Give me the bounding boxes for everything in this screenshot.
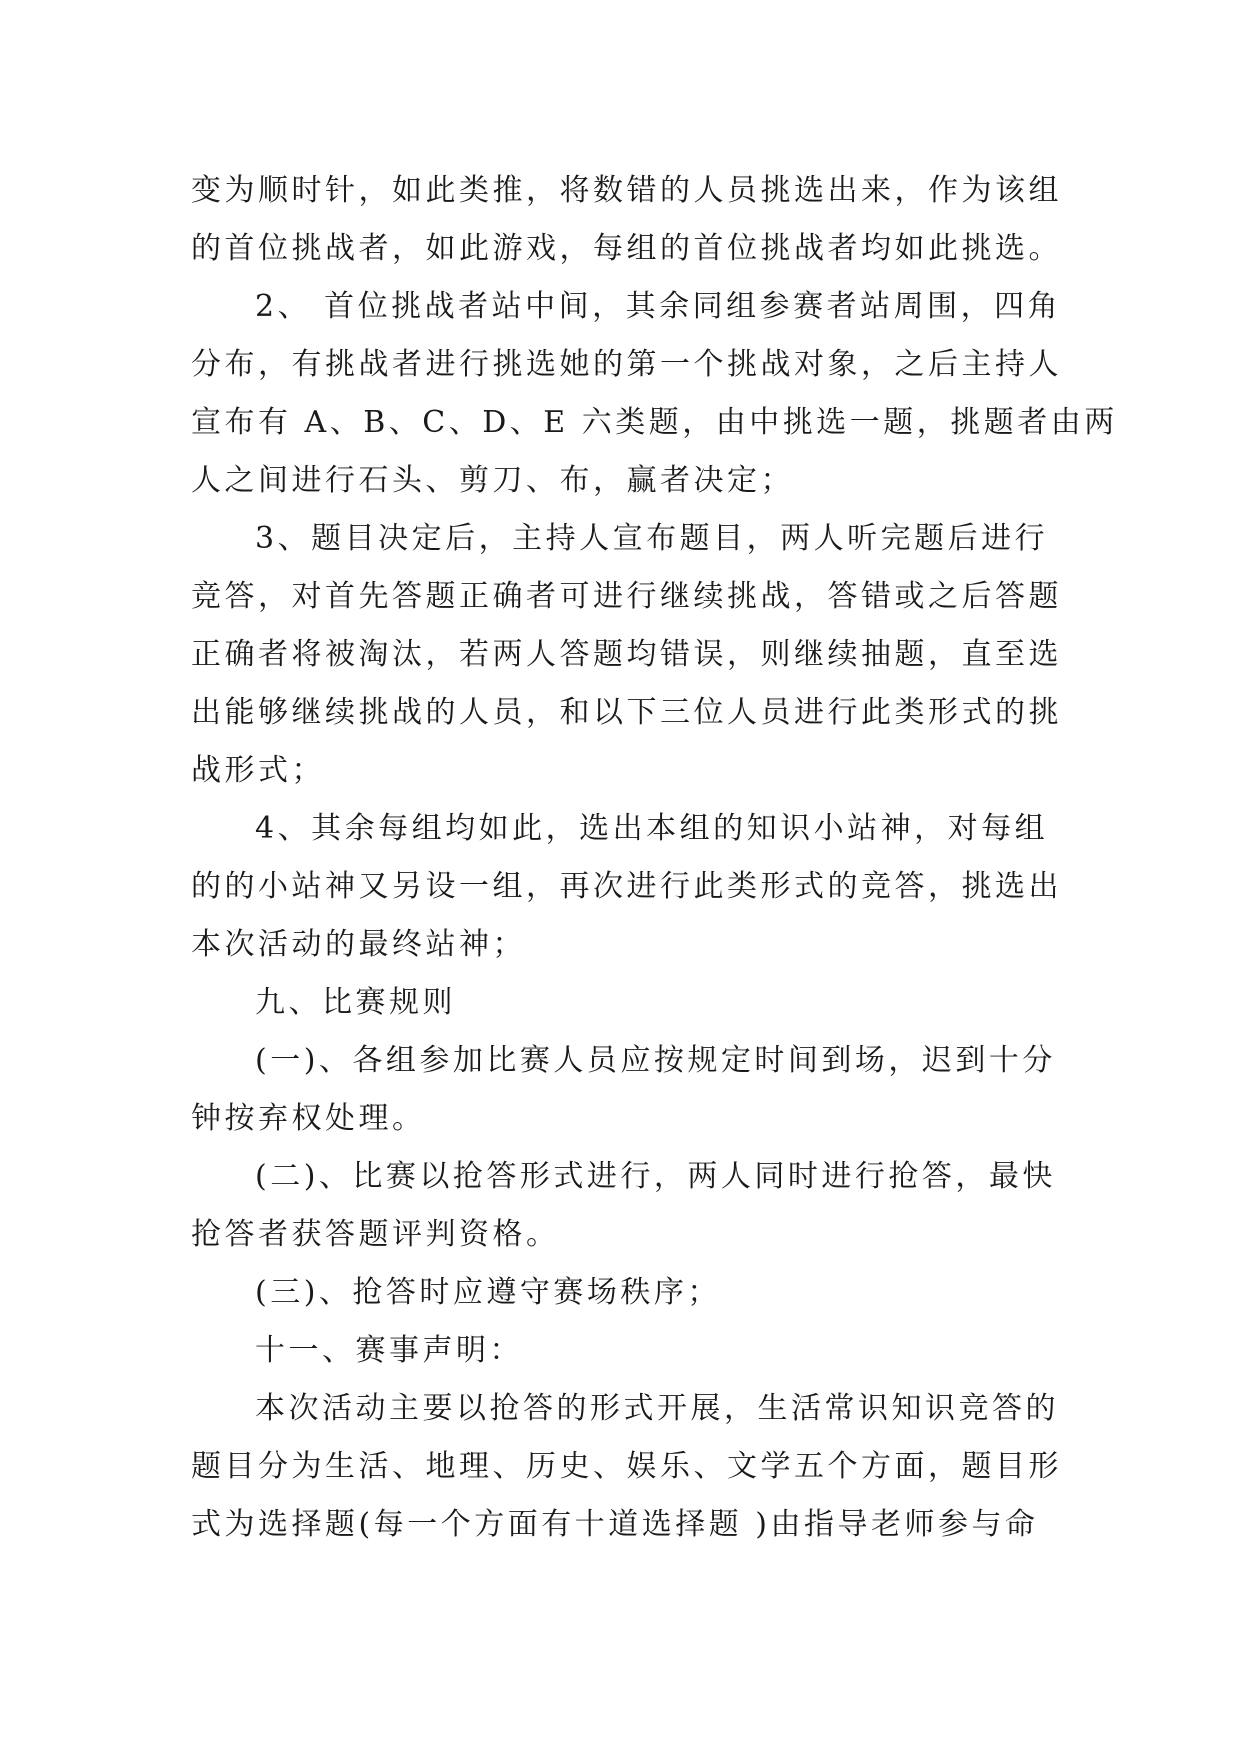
document-body bbox=[191, 162, 1118, 1554]
text-line-23: 题目分为生活、地理、历史、娱乐、文学五个方面，题目形 bbox=[191, 1449, 1062, 1484]
text-line-9: 正确者将被淘汰，若两人答题均错误，则继续抽题，直至选 bbox=[191, 637, 1062, 672]
text-line-19: 抢答者获答题评判资格。 bbox=[191, 1217, 560, 1252]
section-heading-rules: 九、比赛规则 bbox=[255, 985, 456, 1020]
text-line-18: (二)、比赛以抢答形式进行，两人同时进行抢答，最快 bbox=[255, 1159, 1056, 1194]
text-line-22: 本次活动主要以抢答的形式开展，生活常识知识竞答的 bbox=[255, 1391, 1059, 1426]
text-line-14: 本次活动的最终站神； bbox=[191, 927, 526, 962]
text-line-5: 宣布有 A、B、C、D、E 六类题，由中挑选一题，挑题者由两 bbox=[191, 405, 1118, 440]
text-line-4: 分布，有挑战者进行挑选她的第一个挑战对象，之后主持人 bbox=[191, 347, 1062, 382]
text-line-17: 钟按弃权处理。 bbox=[191, 1101, 426, 1136]
text-line-8: 竞答，对首先答题正确者可进行继续挑战，答错或之后答题 bbox=[191, 579, 1062, 614]
text-line-1: 变为顺时针，如此类推，将数错的人员挑选出来，作为该组 bbox=[191, 173, 1062, 208]
text-line-13: 的的小站神又另设一组，再次进行此类形式的竞答，挑选出 bbox=[191, 869, 1062, 904]
text-line-10: 出能够继续挑战的人员，和以下三位人员进行此类形式的挑 bbox=[191, 695, 1062, 730]
text-line-7: 3、题目决定后，主持人宣布题目，两人听完题后进行 bbox=[255, 521, 1049, 556]
section-heading-statement: 十一、赛事声明： bbox=[255, 1333, 523, 1368]
text-line-2: 的首位挑战者，如此游戏，每组的首位挑战者均如此挑选。 bbox=[191, 231, 1062, 266]
text-line-24: 式为选择题(每一个方面有十道选择题 )由指导老师参与命 bbox=[191, 1507, 1039, 1542]
text-line-6: 人之间进行石头、剪刀、布，赢者决定； bbox=[191, 463, 794, 498]
text-line-12: 4、其余每组均如此，选出本组的知识小站神，对每组 bbox=[255, 811, 1049, 846]
text-line-11: 战形式； bbox=[191, 753, 325, 788]
text-line-16: (一)、各组参加比赛人员应按规定时间到场，迟到十分 bbox=[255, 1043, 1056, 1078]
text-line-3: 2、 首位挑战者站中间，其余同组参赛者站周围，四角 bbox=[255, 289, 1062, 324]
text-line-20: (三)、抢答时应遵守赛场秩序； bbox=[255, 1275, 721, 1310]
